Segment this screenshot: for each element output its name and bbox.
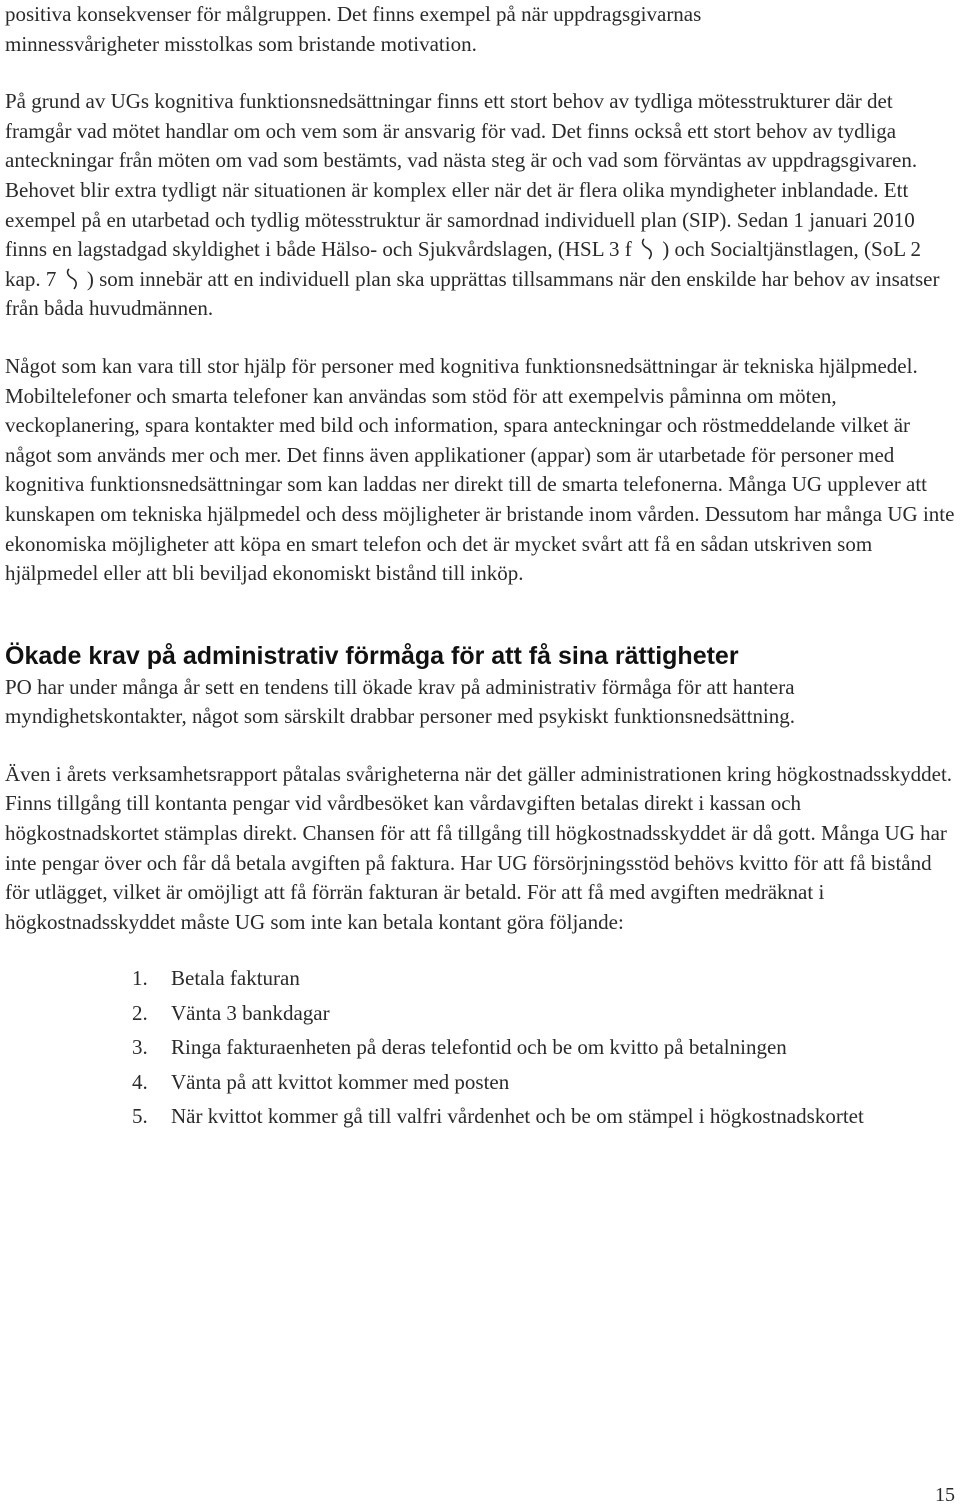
list-item [5, 1099, 960, 1134]
list-item-number: 1. [132, 966, 148, 991]
list-item [5, 1065, 960, 1100]
list-item [5, 1030, 960, 1065]
paragraph-spacer [5, 59, 957, 87]
steps-list [5, 961, 957, 1134]
paragraph-meeting-structures [5, 87, 957, 324]
list-item-number: 4. [132, 1069, 148, 1094]
section-heading: Ökade krav på administrativ förmåga för att få sina rättigheter [5, 641, 739, 670]
list-item-text: Betala fakturan [171, 966, 300, 991]
paragraph-text-part-2: ) och Socialtjänstlagen, (SoL 2 kap. 7 [5, 237, 922, 291]
section-sign-icon [637, 238, 657, 260]
paragraph-technical-aids: Något som kan vara till stor hjälp för personer med kognitiva funktionsnedsättningar är tekniska hjälpmedel. Mobiltelefoner och smarta telefoner kan användas som stöd för att exempelvis påminna om möten, veckoplanering, spara kontakter med bild och information, spara anteckningar och röstmeddelande vilket är något som används mer och mer. Det finns även applikationer (appar) som är utarbetade för personer med kognitiva funktionsnedsättningar som kan laddas ner direkt till de smarta telefonerna. Många UG upplever att kunskapen om tekniska hjälpmedel och dess möjligheter är bristande inom vården. Dessutom har många UG inte ekonomiska möjligheter att köpa en smart telefon och det är mycket svårt att få en sådan utskriven som hjälpmedel eller att bli beviljad ekonomiskt bistånd till inköp. [5, 353, 955, 586]
list-item-number: 3. [132, 1035, 148, 1060]
list-item-text: När kvittot kommer gå till valfri vårdenhet och be om stämpel i högkostnadskortet [171, 1104, 864, 1129]
list-item-number: 2. [132, 1000, 148, 1025]
page-number: 15 [935, 1484, 955, 1506]
list-item-text: Ringa fakturaenheten på deras telefontid och be om kvitto på betalningen [171, 1035, 787, 1060]
document-page [5, 0, 957, 1134]
paragraph-text-part-1: På grund av UGs kognitiva funktionsnedsättningar finns ett stort behov av tydliga mötesstrukturer där det framgår vad mötet handlar om och vem som är ansvarig för vad. Det finns också ett stort behov av tydliga anteckningar från möten om vad som bestämts, vad nästa steg är och vad som förväntas av uppdragsgivaren. Behovet blir extra tydligt när situationen är komplex eller när det är flera olika myndigheter inblandade. Ett exempel på en utarbetad och tydlig mötesstruktur är samordnad individuell plan (SIP). Sedan 1 januari 2010 finns en lagstadgad skyldighet i både Hälso- och Sjukvårdslagen, (HSL 3 f [5, 89, 918, 262]
list-item-number: 5. [132, 1104, 148, 1129]
list-spacer [5, 937, 957, 961]
list-item-text: Vänta 3 bankdagar [171, 1000, 330, 1025]
paragraph-line-2: minnessvårigheter misstolkas som bristande motivation. [5, 31, 477, 56]
paragraph-high-cost-protection: Även i årets verksamhetsrapport påtalas svårigheterna när det gäller administrationen kring högkostnadsskyddet. Finns tillgång till kontanta pengar vid vårdbesöket kan vårdavgiften betalas direkt i kassan och högkostnadskortet stämplas direkt. Chansen för att få tillgång till högkostnadsskyddet är då gott. Många UG har inte pengar över och får då betala avgiften på faktura. Har UG försörjningsstöd behövs kvitto för att få bistånd för utlägget, vilket är omöjligt att få förrän fakturan är betald. För att få med avgiften medräknat i högkostnadsskyddet måste UG som inte kan betala kontant göra följande: [5, 761, 953, 934]
list-item [5, 961, 960, 996]
paragraph-spacer [5, 732, 957, 760]
paragraph-administrative-demands: PO har under många år sett en tendens till ökade krav på administrativ förmåga för att hantera myndighetskontakter, något som särskilt drabbar personer med psykiskt funktionsnedsättning. [5, 674, 796, 729]
paragraph-continuation [5, 0, 957, 59]
list-item-text: Vänta på att kvittot kommer med posten [171, 1069, 510, 1094]
paragraph-line-1: positiva konsekvenser för målgruppen. Det finns exempel på när uppdragsgivarnas [5, 2, 702, 26]
list-item [5, 996, 960, 1031]
section-spacer [5, 589, 957, 641]
section-sign-icon [62, 268, 82, 290]
paragraph-spacer [5, 324, 957, 352]
paragraph-text-part-3: ) som innebär att en individuell plan ska upprättas tillsammans när den enskilde har behov av insatser från båda huvudmännen. [5, 266, 940, 321]
